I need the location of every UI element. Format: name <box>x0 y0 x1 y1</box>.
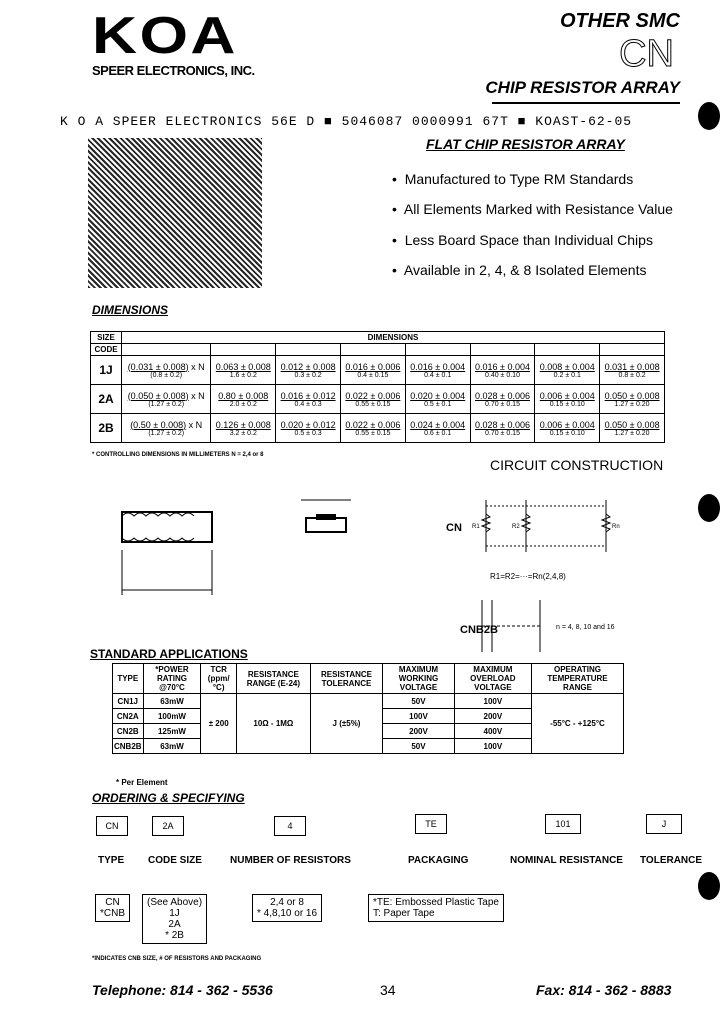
inch-value: 0.028 ± 0.006 <box>474 390 530 401</box>
circuit-title: CIRCUIT CONSTRUCTION <box>490 457 664 473</box>
order-box-type: CN <box>96 816 128 836</box>
mm-value: 2.0 ± 0.2 <box>229 400 257 408</box>
overload-voltage-cell: 100V <box>454 739 531 754</box>
dimension-cell <box>122 356 211 385</box>
mm-value: 0.6 ± 0.1 <box>424 429 452 437</box>
koa-logo: KOA <box>92 7 238 65</box>
option: *CNB <box>100 908 126 919</box>
dimension-cell <box>535 414 600 443</box>
mm-value: (1.27 ± 0.2) <box>148 400 185 408</box>
page-number: 34 <box>380 982 396 998</box>
power-cell: 100mW <box>143 709 201 724</box>
feature-item: • All Elements Marked with Resistance Value <box>392 201 673 217</box>
ordering-note: *INDICATES CNB SIZE, # OF RESISTORS AND PACKAGING <box>92 956 262 962</box>
order-box-tolerance: J <box>646 814 682 834</box>
mm-value: 0.15 ± 0.10 <box>549 400 585 408</box>
ordering-title: ORDERING & SPECIFYING <box>92 791 245 805</box>
cn-circuit-label: CN <box>446 522 462 534</box>
telephone: Telephone: 814 - 362 - 5536 <box>92 982 273 998</box>
applications-note: * Per Element <box>116 778 168 787</box>
working-voltage-cell: 200V <box>383 724 454 739</box>
inch-value: 0.028 ± 0.006 <box>474 419 530 430</box>
mm-value: 0.70 ± 0.15 <box>484 429 520 437</box>
multiplier: x N <box>188 390 205 401</box>
fax: Fax: 814 - 362 - 8883 <box>536 982 672 998</box>
dimension-cell <box>211 356 276 385</box>
logo-subtitle: SPEER ELECTRONICS, INC. <box>92 63 255 78</box>
mm-value: (0.8 ± 0.2) <box>150 371 183 379</box>
column-header: TYPE <box>113 664 144 694</box>
inch-value: 0.020 ± 0.012 <box>280 419 336 430</box>
column-header: MAXIMUM OVERLOAD VOLTAGE <box>454 664 531 694</box>
option: 2,4 or 8 <box>270 897 304 908</box>
dimension-cell <box>211 414 276 443</box>
type-cell: CN2B <box>113 724 144 739</box>
feature-text: Available in 2, 4, & 8 Isolated Elements <box>403 262 647 278</box>
inch-value: 0.022 ± 0.006 <box>345 419 401 430</box>
order-box-number: 4 <box>274 816 306 836</box>
size-options <box>142 894 207 944</box>
inch-value: (0.50 ± 0.008) <box>130 419 187 430</box>
inch-value: 0.012 ± 0.008 <box>280 361 336 372</box>
inch-value: 0.020 ± 0.004 <box>410 390 466 401</box>
inch-value: 0.031 ± 0.008 <box>604 361 660 372</box>
inch-value: 0.006 ± 0.004 <box>539 390 595 401</box>
feature-text: All Elements Marked with Resistance Value <box>403 201 673 217</box>
dimension-cell <box>405 414 470 443</box>
dimension-row <box>91 385 665 414</box>
dimension-cell <box>470 385 535 414</box>
product-title: CHIP RESISTOR ARRAY <box>485 78 680 97</box>
dimension-cell <box>535 385 600 414</box>
power-cell: 63mW <box>143 694 201 709</box>
number-options <box>252 894 322 922</box>
column-header: MAXIMUM WORKING VOLTAGE <box>383 664 454 694</box>
dimension-row <box>91 356 665 385</box>
mm-value: 1.6 ± 0.2 <box>229 371 257 379</box>
order-label: TOLERANCE <box>640 855 703 866</box>
column-header: TCR (ppm/°C) <box>201 664 237 694</box>
size-code: 2A <box>91 385 122 414</box>
dimension-cell <box>122 385 211 414</box>
order-label: CODE SIZE <box>148 855 202 866</box>
option: * 2B <box>165 930 184 941</box>
inch-value: (0.050 ± 0.008) <box>127 390 189 401</box>
tcr-cell: ± 200 <box>201 694 237 754</box>
r-label: R1 <box>472 524 480 530</box>
tolerance-cell: J (±5%) <box>310 694 382 754</box>
punch-hole <box>698 102 720 130</box>
multiplier: x N <box>188 361 205 372</box>
mm-value: 1.27 ± 0.20 <box>614 400 650 408</box>
inch-value: 0.126 ± 0.008 <box>215 419 271 430</box>
dimension-cell <box>122 414 211 443</box>
column-header: *POWER RATING @70°C <box>143 664 201 694</box>
r-label: R2 <box>512 524 520 530</box>
option: * 4,8,10 or 16 <box>257 908 318 919</box>
option: *TE: Embossed Plastic Tape <box>373 897 499 908</box>
mm-value: 0.15 ± 0.10 <box>549 429 585 437</box>
type-cell: CN1J <box>113 694 144 709</box>
dimension-cell <box>405 385 470 414</box>
inch-value: 0.006 ± 0.004 <box>539 419 595 430</box>
mm-value: 0.3 ± 0.2 <box>294 371 322 379</box>
applications-table <box>112 663 624 754</box>
power-cell: 63mW <box>143 739 201 754</box>
multiplier: x N <box>186 419 203 430</box>
dimension-cell <box>276 356 341 385</box>
order-box-resistance: 101 <box>545 814 581 834</box>
column-header: RESISTANCE TOLERANCE <box>310 664 382 694</box>
mm-value: 0.4 ± 0.1 <box>424 371 452 379</box>
inch-value: (0.031 ± 0.008) <box>127 361 189 372</box>
divider <box>492 102 680 104</box>
product-photo <box>88 138 262 288</box>
feature-item: • Manufactured to Type RM Standards <box>392 171 634 187</box>
type-cell: CN2A <box>113 709 144 724</box>
type-options <box>95 894 130 922</box>
dimension-cell <box>600 356 665 385</box>
mm-value: 0.8 ± 0.2 <box>618 371 646 379</box>
inch-value: 0.022 ± 0.006 <box>345 390 401 401</box>
mm-value: 1.27 ± 0.20 <box>614 429 650 437</box>
overload-voltage-cell: 100V <box>454 694 531 709</box>
cnb-circuit-diagram <box>476 596 556 656</box>
dimension-cell <box>600 385 665 414</box>
section-title: FLAT CHIP RESISTOR ARRAY <box>426 136 625 152</box>
dimension-drawing <box>96 480 356 610</box>
cnb-n-note: n = 4, 8, 10 and 16 <box>556 624 615 631</box>
power-cell: 125mW <box>143 724 201 739</box>
code-header: CODE <box>91 344 122 356</box>
inch-value: 0.050 ± 0.008 <box>604 390 660 401</box>
temp-range-cell: -55°C - +125°C <box>531 694 623 754</box>
size-code: 1J <box>91 356 122 385</box>
dimension-cell <box>340 414 405 443</box>
mm-value: 0.40 ± 0.10 <box>484 371 520 379</box>
mm-value: 3.2 ± 0.2 <box>229 429 257 437</box>
working-voltage-cell: 50V <box>383 694 454 709</box>
inch-value: 0.024 ± 0.004 <box>410 419 466 430</box>
mm-value: 0.4 ± 0.15 <box>357 371 389 379</box>
order-box-size: 2A <box>152 816 184 836</box>
inch-value: 0.050 ± 0.008 <box>604 419 660 430</box>
column-header: OPERATING TEMPERATURE RANGE <box>531 664 623 694</box>
cn-circuit-diagram <box>470 494 630 560</box>
mm-value: 0.4 ± 0.3 <box>294 400 322 408</box>
mm-value: 0.55 ± 0.15 <box>355 429 391 437</box>
mm-value: 0.55 ± 0.15 <box>355 400 391 408</box>
dimensions-note: * CONTROLLING DIMENSIONS IN MILLIMETERS N = 2,4 or 8 <box>92 452 264 458</box>
dimension-cell <box>470 356 535 385</box>
mm-value: 0.5 ± 0.3 <box>294 429 322 437</box>
dimension-row <box>91 414 665 443</box>
series-title: CN <box>619 33 674 75</box>
type-cell: CNB2B <box>113 739 144 754</box>
dimensions-table <box>90 331 665 443</box>
inch-value: 0.016 ± 0.004 <box>410 361 466 372</box>
dimension-cell <box>276 385 341 414</box>
dimension-cell <box>276 414 341 443</box>
option: T: Paper Tape <box>373 908 435 919</box>
order-label: TYPE <box>98 855 125 866</box>
inch-value: 0.016 ± 0.004 <box>474 361 530 372</box>
mm-value: 0.2 ± 0.1 <box>553 371 581 379</box>
feature-text: Manufactured to Type RM Standards <box>404 171 634 187</box>
inch-value: 0.80 ± 0.008 <box>218 390 269 401</box>
dimension-cell <box>600 414 665 443</box>
feature-item: • Available in 2, 4, & 8 Isolated Elements <box>392 262 647 278</box>
scan-header-line: K O A SPEER ELECTRONICS 56E D ■ 5046087 0000991 67T ■ KOAST-62-05 <box>60 114 633 129</box>
size-code: 2B <box>91 414 122 443</box>
inch-value: 0.016 ± 0.012 <box>280 390 336 401</box>
applications-title: STANDARD APPLICATIONS <box>90 647 248 661</box>
order-label: NOMINAL RESISTANCE <box>510 855 623 866</box>
feature-text: Less Board Space than Individual Chips <box>404 232 653 248</box>
column-header: RESISTANCE RANGE (E-24) <box>236 664 310 694</box>
inch-value: 0.063 ± 0.008 <box>215 361 271 372</box>
range-cell: 10Ω - 1MΩ <box>236 694 310 754</box>
working-voltage-cell: 100V <box>383 709 454 724</box>
option: 1J <box>169 908 180 919</box>
circuit-equation: R1=R2=···=Rn(2,4,8) <box>490 572 566 581</box>
overload-voltage-cell: 400V <box>454 724 531 739</box>
order-box-packaging: TE <box>415 814 447 834</box>
option: CN <box>105 897 120 908</box>
inch-value: 0.008 ± 0.004 <box>539 361 595 372</box>
dimension-cell <box>470 414 535 443</box>
dimension-cell <box>535 356 600 385</box>
packaging-options <box>368 894 504 922</box>
option: (See Above) <box>147 897 203 908</box>
overload-voltage-cell: 200V <box>454 709 531 724</box>
category-title: OTHER SMC <box>560 10 680 32</box>
mm-value: 0.5 ± 0.1 <box>424 400 452 408</box>
size-header: SIZE <box>91 332 122 344</box>
dimension-cell <box>211 385 276 414</box>
dimensions-header: DIMENSIONS <box>122 332 665 344</box>
r-label: Rn <box>612 524 620 530</box>
mm-value: (1.27 ± 0.2) <box>148 429 185 437</box>
cnb-circuit-label: CNB2B <box>460 624 498 636</box>
order-label: PACKAGING <box>408 855 469 866</box>
option: 2A <box>168 919 181 930</box>
working-voltage-cell: 50V <box>383 739 454 754</box>
punch-hole <box>698 494 720 522</box>
dimension-cell <box>340 356 405 385</box>
dimension-cell <box>405 356 470 385</box>
order-label: NUMBER OF RESISTORS <box>230 855 351 866</box>
punch-hole <box>698 872 720 900</box>
mm-value: 0.70 ± 0.15 <box>484 400 520 408</box>
inch-value: 0.016 ± 0.006 <box>345 361 401 372</box>
feature-item: • Less Board Space than Individual Chips <box>392 232 653 248</box>
dimension-cell <box>340 385 405 414</box>
dimensions-title: DIMENSIONS <box>92 303 169 317</box>
